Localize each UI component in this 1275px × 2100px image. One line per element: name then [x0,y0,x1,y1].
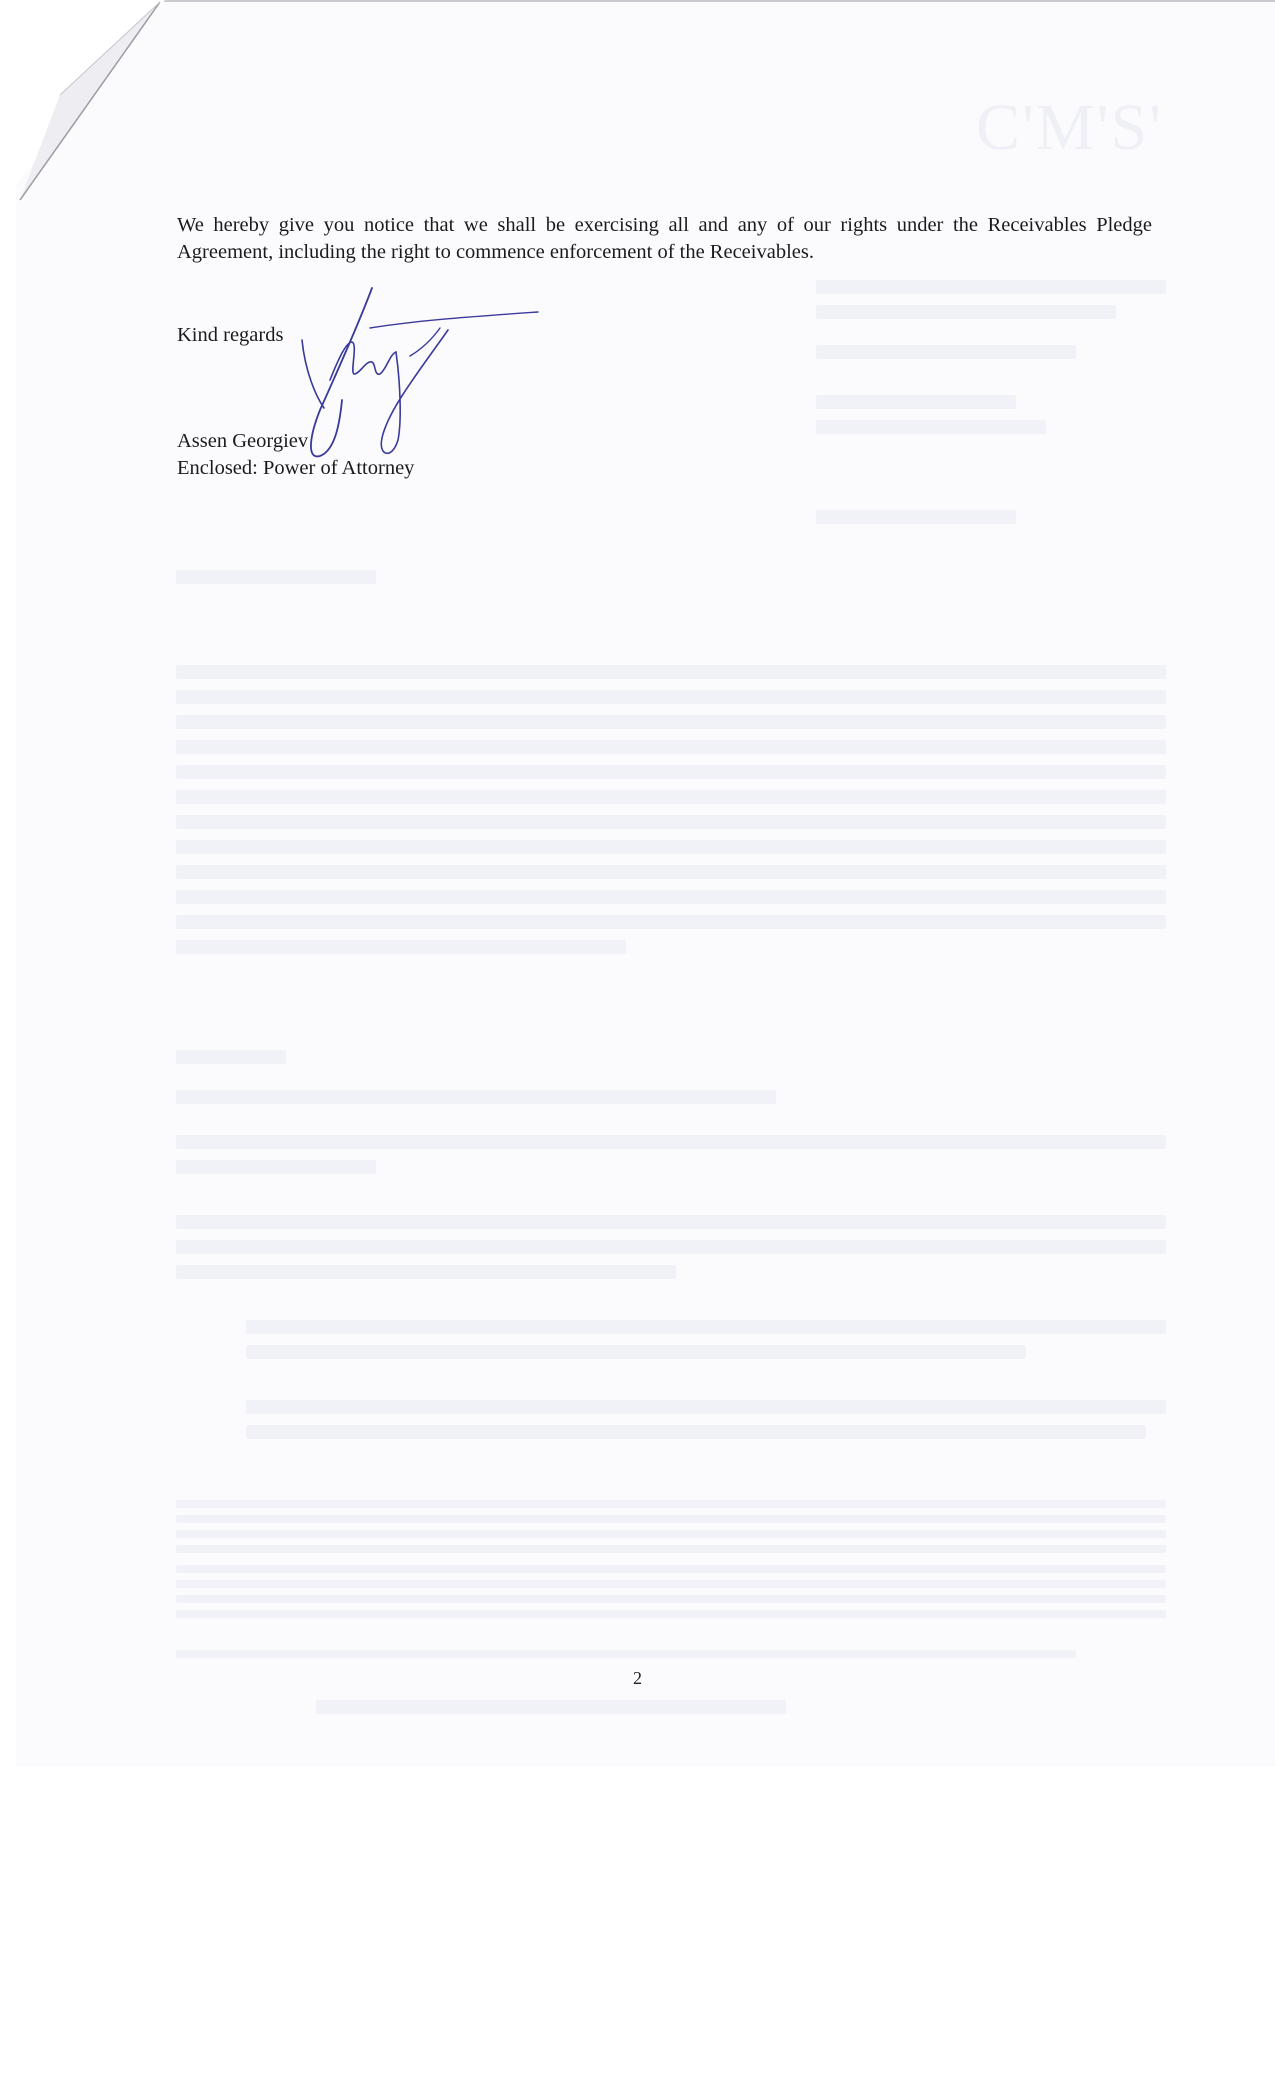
handwritten-signature [280,280,560,480]
notice-paragraph: We hereby give you notice that we shall be exercising all and any of our rights under the Receivables Pledge Agreement, including the right to commence enforcement of the Receivables. [177,214,1152,263]
folded-corner [0,0,170,210]
enclosure-note: Enclosed: Power of Attorney [177,457,415,479]
page-number: 2 [633,1668,642,1688]
closing-salutation: Kind regards [177,324,284,346]
bleed-through-logo: C'M'S' [976,91,1164,164]
signatory-name: Assen Georgiev [177,430,309,452]
